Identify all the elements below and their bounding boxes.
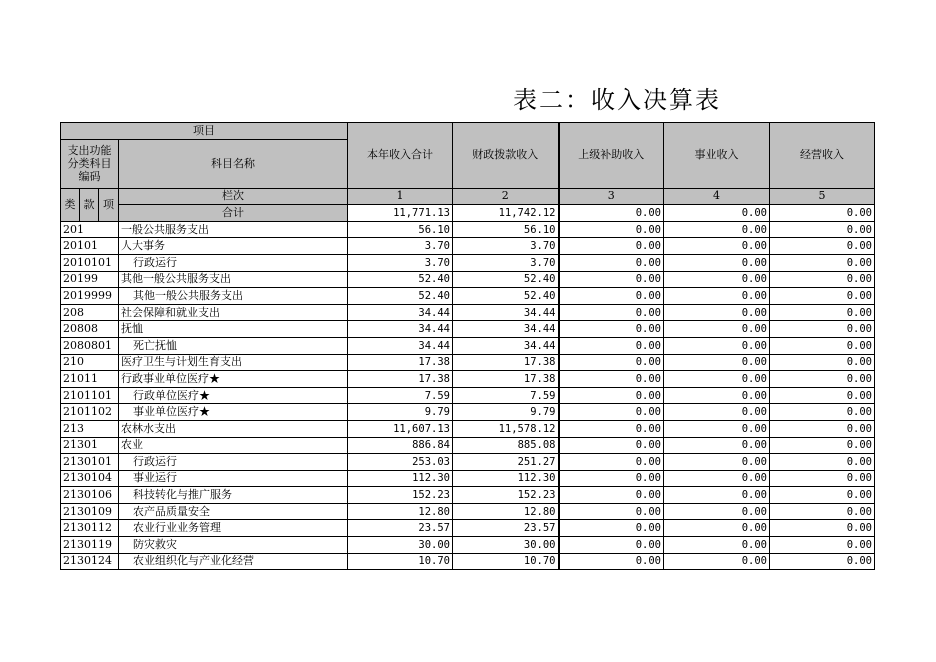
row-value-3: 0.00 [559,454,664,471]
row-name: 防灾救灾 [119,537,348,554]
row-name: 死亡抚恤 [119,337,348,354]
row-value-1: 52.40 [348,288,453,305]
row-code: 2019999 [61,288,119,305]
row-value-1: 253.03 [348,454,453,471]
row-value-3: 0.00 [559,321,664,338]
row-name: 抚恤 [119,321,348,338]
page-title: 表二：收入决算表 [513,86,721,114]
table-row [61,321,875,338]
row-value-5: 0.00 [770,454,875,471]
row-name: 科技转化与推广服务 [119,487,348,504]
row-name: 农林水支出 [119,420,348,437]
total-value-4: 0.00 [664,205,770,222]
project-header: 项目 [61,123,348,140]
row-value-4: 0.00 [664,487,770,504]
row-value-1: 34.44 [348,304,453,321]
row-value-5: 0.00 [770,288,875,305]
row-value-2: 52.40 [453,288,559,305]
row-value-5: 0.00 [770,404,875,421]
row-value-3: 0.00 [559,470,664,487]
table-row [61,371,875,388]
row-value-3: 0.00 [559,371,664,388]
row-code: 2101101 [61,387,119,404]
row-value-1: 7.59 [348,387,453,404]
row-value-4: 0.00 [664,254,770,271]
row-value-3: 0.00 [559,420,664,437]
table-row [61,288,875,305]
row-value-3: 0.00 [559,520,664,537]
lanci-header: 栏次 [119,188,348,205]
row-value-2: 9.79 [453,404,559,421]
col-index-5: 5 [770,188,875,205]
col-index-4: 4 [664,188,770,205]
row-code: 2130109 [61,503,119,520]
row-code: 2130104 [61,470,119,487]
row-name: 人大事务 [119,238,348,255]
lei-header: 类 [61,188,80,221]
row-value-4: 0.00 [664,337,770,354]
col-header-4: 事业收入 [664,123,770,189]
row-value-5: 0.00 [770,420,875,437]
row-name: 行政事业单位医疗★ [119,371,348,388]
row-name: 行政运行 [119,254,348,271]
row-value-1: 152.23 [348,487,453,504]
row-value-5: 0.00 [770,487,875,504]
row-code: 2130101 [61,454,119,471]
row-name: 农业行业业务管理 [119,520,348,537]
total-value-5: 0.00 [770,205,875,222]
row-value-5: 0.00 [770,321,875,338]
row-value-2: 885.08 [453,437,559,454]
row-value-4: 0.00 [664,503,770,520]
table-row [61,304,875,321]
row-name: 社会保障和就业支出 [119,304,348,321]
row-value-3: 0.00 [559,437,664,454]
row-value-5: 0.00 [770,254,875,271]
name-header: 科目名称 [119,139,348,188]
table-row [61,537,875,554]
row-code: 213 [61,420,119,437]
col-header-3: 上级补助收入 [559,123,664,189]
row-name: 行政单位医疗★ [119,387,348,404]
row-value-5: 0.00 [770,437,875,454]
row-value-2: 17.38 [453,371,559,388]
row-value-5: 0.00 [770,221,875,238]
table-row [61,437,875,454]
row-value-1: 3.70 [348,254,453,271]
row-value-2: 23.57 [453,520,559,537]
row-code: 2130119 [61,537,119,554]
row-name: 事业单位医疗★ [119,404,348,421]
row-code: 201 [61,221,119,238]
col-header-2: 财政拨款收入 [453,123,559,189]
row-value-5: 0.00 [770,470,875,487]
row-value-3: 0.00 [559,404,664,421]
row-value-4: 0.00 [664,238,770,255]
row-value-4: 0.00 [664,321,770,338]
row-value-3: 0.00 [559,553,664,570]
row-value-4: 0.00 [664,420,770,437]
code-header: 支出功能分类科目编码 [61,139,119,188]
row-value-5: 0.00 [770,238,875,255]
table-row [61,454,875,471]
row-value-2: 152.23 [453,487,559,504]
table-row [61,337,875,354]
row-value-3: 0.00 [559,537,664,554]
table-row [61,420,875,437]
row-value-5: 0.00 [770,537,875,554]
col-header-5: 经营收入 [770,123,875,189]
kuan-header: 款 [80,188,99,221]
row-code: 2101102 [61,404,119,421]
row-value-4: 0.00 [664,470,770,487]
row-name: 农产品质量安全 [119,503,348,520]
row-value-1: 34.44 [348,321,453,338]
row-value-5: 0.00 [770,553,875,570]
row-value-4: 0.00 [664,221,770,238]
row-value-1: 17.38 [348,371,453,388]
row-name: 农业组织化与产业化经营 [119,553,348,570]
row-value-3: 0.00 [559,503,664,520]
row-value-3: 0.00 [559,354,664,371]
row-code: 2130124 [61,553,119,570]
row-value-3: 0.00 [559,304,664,321]
table-row [61,487,875,504]
col-index-1: 1 [348,188,453,205]
row-value-1: 52.40 [348,271,453,288]
row-value-2: 7.59 [453,387,559,404]
row-value-2: 10.70 [453,553,559,570]
col-index-2: 2 [453,188,559,205]
total-value-1: 11,771.13 [348,205,453,222]
row-name: 其他一般公共服务支出 [119,288,348,305]
row-value-1: 10.70 [348,553,453,570]
row-value-3: 0.00 [559,487,664,504]
table-row [61,354,875,371]
row-value-4: 0.00 [664,371,770,388]
row-value-5: 0.00 [770,271,875,288]
row-value-1: 12.80 [348,503,453,520]
row-value-4: 0.00 [664,537,770,554]
table-row [61,254,875,271]
table-row [61,404,875,421]
row-value-2: 11,578.12 [453,420,559,437]
row-code: 210 [61,354,119,371]
row-value-3: 0.00 [559,238,664,255]
row-value-5: 0.00 [770,520,875,537]
row-value-3: 0.00 [559,221,664,238]
row-code: 2080801 [61,337,119,354]
row-value-2: 56.10 [453,221,559,238]
row-value-2: 34.44 [453,321,559,338]
row-value-4: 0.00 [664,437,770,454]
row-value-4: 0.00 [664,454,770,471]
table-row [61,221,875,238]
row-code: 2130112 [61,520,119,537]
row-value-5: 0.00 [770,371,875,388]
row-code: 20808 [61,321,119,338]
row-value-1: 17.38 [348,354,453,371]
table-row [61,387,875,404]
row-value-2: 17.38 [453,354,559,371]
table-row [61,271,875,288]
table-row [61,553,875,570]
table-row [61,238,875,255]
row-value-3: 0.00 [559,337,664,354]
income-table [60,122,875,570]
row-value-1: 34.44 [348,337,453,354]
row-value-3: 0.00 [559,288,664,305]
row-value-1: 3.70 [348,238,453,255]
row-name: 一般公共服务支出 [119,221,348,238]
row-code: 2010101 [61,254,119,271]
row-value-4: 0.00 [664,404,770,421]
row-value-4: 0.00 [664,553,770,570]
row-value-2: 12.80 [453,503,559,520]
row-value-3: 0.00 [559,271,664,288]
row-value-1: 56.10 [348,221,453,238]
row-code: 2130106 [61,487,119,504]
row-code: 21301 [61,437,119,454]
row-value-4: 0.00 [664,520,770,537]
total-row [61,205,875,222]
row-code: 21011 [61,371,119,388]
row-value-1: 30.00 [348,537,453,554]
row-value-2: 34.44 [453,304,559,321]
row-name: 其他一般公共服务支出 [119,271,348,288]
row-value-5: 0.00 [770,337,875,354]
row-value-5: 0.00 [770,304,875,321]
row-value-4: 0.00 [664,354,770,371]
row-value-1: 23.57 [348,520,453,537]
row-value-2: 112.30 [453,470,559,487]
row-value-4: 0.00 [664,288,770,305]
row-value-2: 52.40 [453,271,559,288]
row-code: 20199 [61,271,119,288]
row-code: 208 [61,304,119,321]
row-value-5: 0.00 [770,503,875,520]
row-name: 行政运行 [119,454,348,471]
table-row [61,470,875,487]
row-value-5: 0.00 [770,354,875,371]
row-value-4: 0.00 [664,304,770,321]
row-value-2: 3.70 [453,238,559,255]
col-header-1: 本年收入合计 [348,123,453,189]
row-value-4: 0.00 [664,271,770,288]
row-value-2: 3.70 [453,254,559,271]
total-value-3: 0.00 [559,205,664,222]
row-value-4: 0.00 [664,387,770,404]
row-name: 医疗卫生与计划生育支出 [119,354,348,371]
row-value-1: 886.84 [348,437,453,454]
row-value-2: 251.27 [453,454,559,471]
row-value-1: 9.79 [348,404,453,421]
row-value-5: 0.00 [770,387,875,404]
row-value-1: 11,607.13 [348,420,453,437]
total-label: 合计 [119,205,348,222]
row-value-1: 112.30 [348,470,453,487]
total-value-2: 11,742.12 [453,205,559,222]
row-value-2: 34.44 [453,337,559,354]
row-name: 农业 [119,437,348,454]
col-index-3: 3 [559,188,664,205]
xiang-header: 项 [99,188,119,221]
row-value-3: 0.00 [559,254,664,271]
row-code: 20101 [61,238,119,255]
row-name: 事业运行 [119,470,348,487]
row-value-2: 30.00 [453,537,559,554]
row-value-3: 0.00 [559,387,664,404]
table-row [61,520,875,537]
table-row [61,503,875,520]
